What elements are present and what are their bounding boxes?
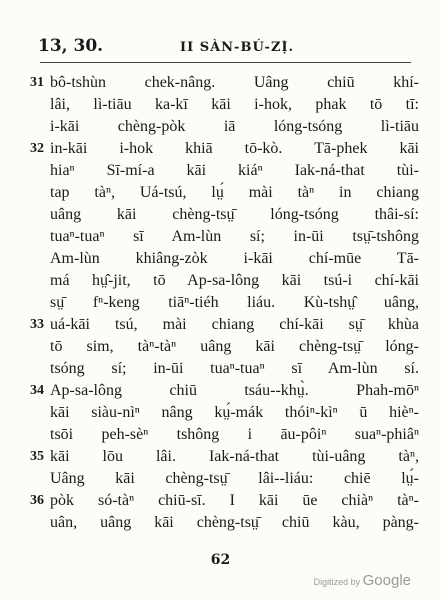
line-text: tsōi peh-sèⁿ tshông i āu-pôiⁿ suaⁿ-phiâⁿ bbox=[50, 426, 419, 443]
verse-number bbox=[14, 204, 50, 226]
line-text: lâi, lì-tiāu ka-kī kāi i-hok, phak tō tī: bbox=[50, 96, 419, 113]
line-text: Ap-sa-lông chiū tsáu--khṳ̀. Phah-mōⁿ bbox=[50, 382, 419, 399]
verse-number bbox=[14, 424, 50, 446]
line-text: Am-lùn khiâng-zòk i-kāi chí-mūe Tā- bbox=[50, 250, 419, 267]
verse-number: 34 bbox=[30, 383, 44, 398]
text-line bbox=[14, 446, 419, 468]
text-line bbox=[14, 490, 419, 512]
verse-number bbox=[14, 182, 50, 204]
text-line bbox=[14, 336, 419, 358]
line-text: tsóng sí; in-ūi tuaⁿ-tuaⁿ sī Am-lùn sí. bbox=[50, 360, 419, 377]
text-line bbox=[14, 204, 419, 226]
verse-number bbox=[14, 292, 50, 314]
line-text: kāi lōu lâi. Iak-ná-that tùi-uâng tàⁿ, bbox=[50, 448, 419, 465]
text-line bbox=[14, 116, 419, 138]
verse-number bbox=[14, 358, 50, 380]
verse-number bbox=[14, 468, 50, 490]
line-text: tuaⁿ-tuaⁿ sī Am-lùn sí; in-ūi tsṳ̄-tshông bbox=[50, 228, 419, 245]
verse-number bbox=[14, 226, 50, 248]
page-number: 62 bbox=[210, 552, 231, 568]
text-line bbox=[14, 468, 419, 490]
text-line bbox=[14, 314, 419, 336]
verse-number bbox=[14, 402, 50, 424]
line-text: pòk só-tàⁿ chiū-sī. I kāi ūe chiàⁿ tàⁿ- bbox=[50, 492, 419, 509]
line-text: i-kāi chèng-pòk iā lóng-tsóng lì-tiāu bbox=[50, 118, 419, 135]
verse-number: 33 bbox=[30, 317, 44, 332]
chapter-verse-ref: 13, 30. bbox=[38, 36, 104, 56]
text-line bbox=[14, 292, 419, 314]
line-text: tō sim, tàⁿ-tàⁿ uâng kāi chèng-tsṳ̄ lóng- bbox=[50, 338, 419, 355]
verse-number bbox=[14, 270, 50, 292]
verse-number bbox=[14, 248, 50, 270]
verse-number bbox=[14, 94, 50, 116]
text-line bbox=[14, 72, 419, 94]
header-rule bbox=[40, 62, 411, 63]
text-line bbox=[14, 270, 419, 292]
line-text: hiaⁿ Sī-mí-a kāi kiáⁿ Iak-ná-that tùi- bbox=[50, 162, 419, 179]
google-logo: Google bbox=[362, 572, 411, 589]
line-text: uá-kāi tsú, mài chiang chí-kāi sṳ̄ khùa bbox=[50, 316, 419, 333]
text-line bbox=[14, 248, 419, 270]
page-header bbox=[38, 36, 411, 60]
text-line bbox=[14, 424, 419, 446]
text-line bbox=[14, 182, 419, 204]
text-line bbox=[14, 358, 419, 380]
line-text: kāi siàu-nìⁿ nâng kṳ́-mák thóiⁿ-kìⁿ ū hièⁿ- bbox=[50, 404, 419, 421]
line-text: bô-tshùn chek-nâng. Uâng chiū khí- bbox=[50, 74, 419, 91]
text-line bbox=[14, 380, 419, 402]
verse-number bbox=[14, 116, 50, 138]
text-body bbox=[14, 72, 419, 534]
line-text: uâng kāi chèng-tsṳ̄ lóng-tsóng thâi-sí: bbox=[50, 206, 419, 223]
text-line bbox=[14, 160, 419, 182]
line-text: Uâng kāi chèng-tsṳ̄ lâi--liáu: chiē lṳ́- bbox=[50, 470, 419, 487]
verse-number bbox=[14, 512, 50, 534]
text-line bbox=[14, 138, 419, 160]
verse-number: 36 bbox=[30, 493, 44, 508]
line-text: sṳ̄ fⁿ-keng tiāⁿ-tiéh liáu. Kù-tshṳ̂ uâng, bbox=[50, 294, 419, 311]
verse-number: 31 bbox=[30, 75, 44, 90]
verse-number: 32 bbox=[30, 141, 44, 156]
verse-number bbox=[14, 160, 50, 182]
line-text: uân, uâng kāi chèng-tsṳ̄ chiū kàu, pàng- bbox=[50, 514, 419, 531]
verse-number bbox=[14, 336, 50, 358]
text-line bbox=[14, 512, 419, 534]
line-text: tap tàⁿ, Uá-tsú, lṳ́ mài tàⁿ in chiang bbox=[50, 184, 419, 201]
text-line bbox=[14, 402, 419, 424]
text-line bbox=[14, 94, 419, 116]
text-line bbox=[14, 226, 419, 248]
running-head: II SÀN-BÚ-ZỊ̍. bbox=[180, 40, 295, 55]
watermark-prefix: Digitized by bbox=[313, 577, 361, 587]
verse-number: 35 bbox=[30, 449, 44, 464]
line-text: má hṳ̂-jit, tō Ap-sa-lông kāi tsú-i chí-kāi bbox=[50, 272, 419, 289]
digitization-watermark bbox=[314, 572, 411, 589]
line-text: in-kāi i-hok khiā tō-kò. Tā-phek kāi bbox=[50, 140, 419, 157]
